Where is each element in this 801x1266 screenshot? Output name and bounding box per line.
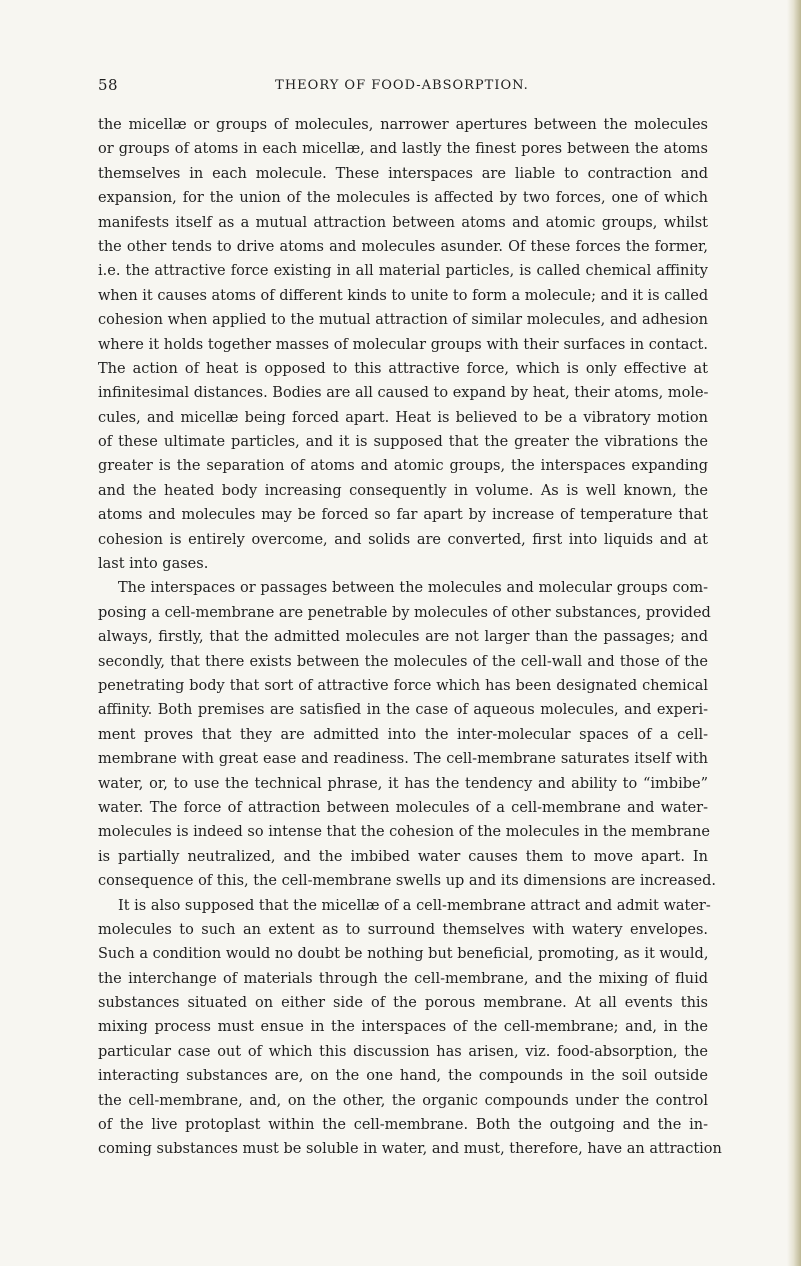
text-line: infinitesimal distances. Bodies are all caused to expand by heat, their atoms, mole- — [98, 385, 709, 402]
text-line: the micellæ or groups of molecules, narrower apertures between the molecules — [98, 117, 708, 133]
text-line: water. The force of attraction between molecules of a cell-membrane and water- — [98, 799, 708, 816]
text-line: particular case out of which this discussion has arisen, viz. food-absorption, the — [98, 1043, 708, 1060]
text-line: the cell-membrane, and, on the other, the organic compounds under the control — [98, 1092, 708, 1109]
text-line: greater is the separation of atoms and atomic groups, the interspaces expanding — [98, 458, 708, 475]
body-text — [98, 113, 722, 1162]
text-line: mixing process must ensue in the interspaces of the cell-membrane; and, in the — [98, 1019, 708, 1036]
text-line: themselves in each molecule. These interspaces are liable to contraction and — [98, 165, 708, 182]
text-line: always, firstly, that the admitted molecules are not larger than the passages; and — [98, 629, 708, 646]
text-line: cohesion when applied to the mutual attraction of similar molecules, and adhesion — [98, 312, 708, 329]
text-line: molecules is indeed so intense that the cohesion of the molecules in the membrane — [98, 824, 710, 841]
text-line: i.e. the attractive force existing in all material particles, is called chemical affinity — [98, 263, 708, 280]
text-line: substances situated on either side of the porous membrane. At all events this — [98, 995, 708, 1012]
text-line: expansion, for the union of the molecules is affected by two forces, one of which — [98, 190, 708, 207]
text-line: or groups of atoms in each micellæ, and lastly the finest pores between the atoms — [98, 141, 708, 158]
running-head: THEORY OF FOOD-ABSORPTION. — [275, 78, 529, 93]
text-line: the other tends to drive atoms and molecules asunder. Of these forces the former, — [98, 238, 708, 255]
page-number: 58 — [98, 76, 119, 94]
text-line: secondly, that there exists between the molecules of the cell-wall and those of the — [98, 653, 708, 670]
text-line: It is also supposed that the micellæ of a cell-membrane attract and admit water- — [118, 897, 711, 914]
text-line: ment proves that they are admitted into the inter-molecular spaces of a cell- — [98, 726, 708, 743]
text-line: The action of heat is opposed to this attractive force, which is only effective at — [98, 360, 708, 377]
page-edge-shadow — [787, 0, 801, 1266]
text-line: affinity. Both premises are satisfied in the case of aqueous molecules, and experi- — [98, 702, 708, 719]
text-line: coming substances must be soluble in water, and must, therefore, have an attraction — [98, 1141, 722, 1158]
page-header — [98, 76, 706, 100]
text-line: last into gases. — [98, 556, 209, 573]
text-line: when it causes atoms of different kinds to unite to form a molecule; and it is called — [98, 287, 709, 304]
text-line: of the live protoplast within the cell-membrane. Both the outgoing and the in- — [98, 1117, 708, 1134]
text-line: cules, and micellæ being forced apart. Heat is believed to be a vibratory motion — [98, 409, 708, 426]
text-line: is partially neutralized, and the imbibed water causes them to move apart. In — [98, 848, 708, 865]
text-line: and the heated body increasing consequently in volume. As is well known, the — [98, 482, 708, 499]
text-line: molecules to such an extent as to surround themselves with watery envelopes. — [98, 921, 708, 938]
text-line: membrane with great ease and readiness. The cell-membrane saturates itself with — [98, 751, 708, 768]
text-line: Such a condition would no doubt be nothing but beneficial, promoting, as it would, — [98, 946, 709, 963]
text-line: cohesion is entirely overcome, and solids are converted, first into liquids and at — [98, 531, 708, 548]
text-line: where it holds together masses of molecular groups with their surfaces in contact. — [98, 336, 708, 353]
text-line: atoms and molecules may be forced so far apart by increase of temperature that — [98, 507, 708, 524]
text-line: posing a cell-membrane are penetrable by molecules of other substances, provided — [98, 604, 711, 621]
text-line: consequence of this, the cell-membrane swells up and its dimensions are increased. — [98, 873, 717, 890]
text-line: The interspaces or passages between the molecules and molecular groups com- — [118, 580, 708, 597]
text-line: manifests itself as a mutual attraction between atoms and atomic groups, whilst — [98, 214, 708, 231]
text-line: of these ultimate particles, and it is supposed that the greater the vibrations the — [98, 434, 708, 451]
text-line: the interchange of materials through the cell-membrane, and the mixing of fluid — [98, 970, 708, 987]
text-line: water, or, to use the technical phrase, it has the tendency and ability to “imbibe” — [98, 775, 708, 792]
text-line: interacting substances are, on the one hand, the compounds in the soil outside — [98, 1068, 708, 1085]
text-line: penetrating body that sort of attractive force which has been designated chemical — [98, 677, 708, 694]
